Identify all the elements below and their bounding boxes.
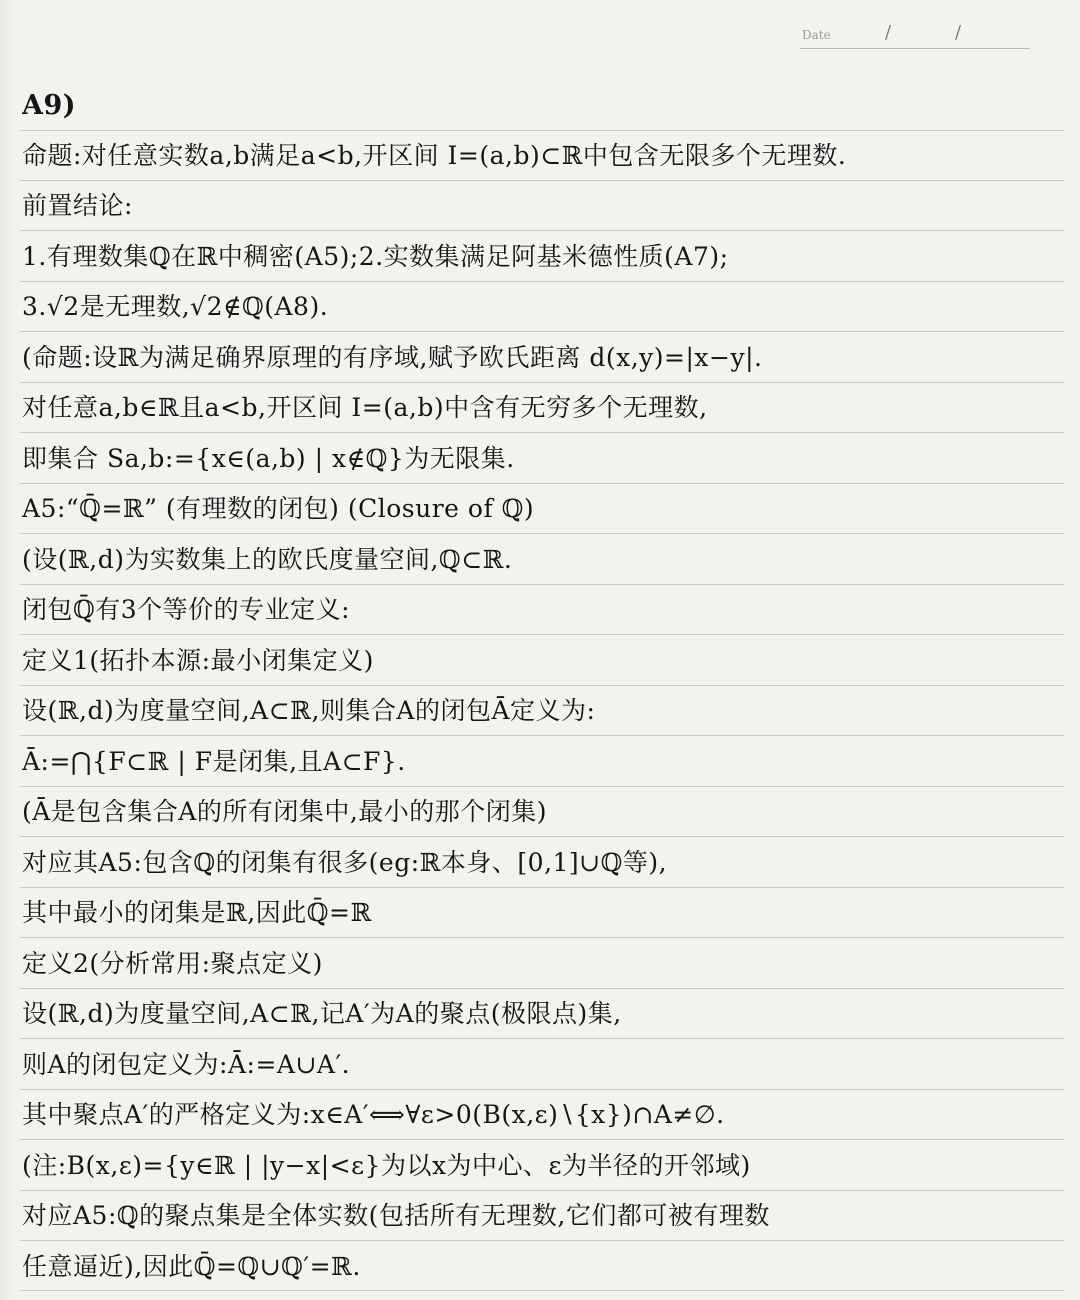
formal-proposition-line-3: 即集合 Sa,b:={x∈(a,b) | x∉ℚ}为无限集. bbox=[22, 444, 515, 473]
definition-2-formula: 则A的闭包定义为:Ā:=A∪A′. bbox=[22, 1050, 351, 1079]
prerequisites-line-2: 3.√2是无理数,√2∉ℚ(A8). bbox=[22, 292, 329, 321]
ruled-line bbox=[20, 230, 1064, 231]
definition-2-apply-1: 对应A5:ℚ的聚点集是全体实数(包括所有无理数,它们都可被有理数 bbox=[22, 1201, 770, 1230]
formal-proposition-line-2: 对任意a,b∈ℝ且a<b,开区间 I=(a,b)中含有无穷多个无理数, bbox=[22, 393, 708, 422]
definition-1-line-1: 设(ℝ,d)为度量空间,A⊂ℝ,则集合A的闭包Ā定义为: bbox=[22, 696, 596, 725]
ruled-line bbox=[20, 988, 1064, 989]
closure-definitions-intro: 闭包ℚ̄有3个等价的专业定义: bbox=[22, 595, 351, 624]
date-slash-2: / bbox=[955, 22, 962, 43]
ruled-line bbox=[20, 1290, 1064, 1291]
ruled-line bbox=[20, 836, 1064, 837]
ruled-line bbox=[20, 1089, 1064, 1090]
prerequisites-heading: 前置结论: bbox=[22, 191, 133, 220]
ruled-line bbox=[20, 483, 1064, 484]
ruled-line bbox=[20, 1139, 1064, 1140]
definition-2-line-1: 设(ℝ,d)为度量空间,A⊂ℝ,记A′为A的聚点(极限点)集, bbox=[22, 999, 622, 1028]
ruled-line bbox=[20, 735, 1064, 736]
definition-1-heading: 定义1(拓扑本源:最小闭集定义) bbox=[22, 646, 374, 675]
definition-1-note: (Ā是包含集合A的所有闭集中,最小的那个闭集) bbox=[22, 797, 548, 826]
date-underline bbox=[800, 48, 1030, 49]
ruled-line bbox=[20, 382, 1064, 383]
ruled-line bbox=[20, 937, 1064, 938]
ruled-line bbox=[20, 584, 1064, 585]
problem-number: A9) bbox=[22, 90, 77, 121]
definition-2-heading: 定义2(分析常用:聚点定义) bbox=[22, 949, 323, 978]
accumulation-point-definition: 其中聚点A′的严格定义为:x∈A′⟺∀ε>0(B(x,ε)∖{x})∩A≠∅. bbox=[22, 1100, 725, 1129]
ruled-line bbox=[20, 432, 1064, 433]
open-ball-note: (注:B(x,ε)={y∈ℝ | |y−x|<ε}为以x为中心、ε为半径的开邻域) bbox=[22, 1151, 751, 1180]
ruled-line bbox=[20, 887, 1064, 888]
date-label: Date bbox=[802, 28, 831, 42]
proposition-statement: 命题:对任意实数a,b满足a<b,开区间 I=(a,b)⊂ℝ中包含无限多个无理数. bbox=[22, 141, 847, 170]
ruled-line bbox=[20, 1240, 1064, 1241]
ruled-line bbox=[20, 130, 1064, 131]
definition-1-formula: Ā:=⋂{F⊂ℝ | F是闭集,且A⊂F}. bbox=[22, 747, 406, 776]
ruled-line bbox=[20, 685, 1064, 686]
definition-1-apply-1: 对应其A5:包含ℚ的闭集有很多(eg:ℝ本身、[0,1]∪ℚ等), bbox=[22, 848, 668, 877]
definition-1-apply-2: 其中最小的闭集是ℝ,因此ℚ̄=ℝ bbox=[22, 898, 372, 927]
date-slash-1: / bbox=[885, 22, 892, 43]
ruled-line bbox=[20, 786, 1064, 787]
ruled-line bbox=[20, 1038, 1064, 1039]
ruled-line bbox=[20, 331, 1064, 332]
ruled-line bbox=[20, 1190, 1064, 1191]
definition-2-apply-2: 任意逼近),因此ℚ̄=ℚ∪ℚ′=ℝ. bbox=[22, 1252, 361, 1281]
ruled-line bbox=[20, 533, 1064, 534]
ruled-line bbox=[20, 634, 1064, 635]
ruled-line bbox=[20, 281, 1064, 282]
formal-proposition-line-1: (命题:设ℝ为满足确界原理的有序域,赋予欧氏距离 d(x,y)=|x−y|. bbox=[22, 343, 763, 372]
a5-heading: A5:“ℚ̄=ℝ” (有理数的闭包) (Closure of ℚ) bbox=[22, 494, 535, 523]
ruled-line bbox=[20, 180, 1064, 181]
a5-setup: (设(ℝ,d)为实数集上的欧氏度量空间,ℚ⊂ℝ. bbox=[22, 545, 513, 574]
prerequisites-line-1: 1.有理数集ℚ在ℝ中稠密(A5);2.实数集满足阿基米德性质(A7); bbox=[22, 242, 729, 271]
